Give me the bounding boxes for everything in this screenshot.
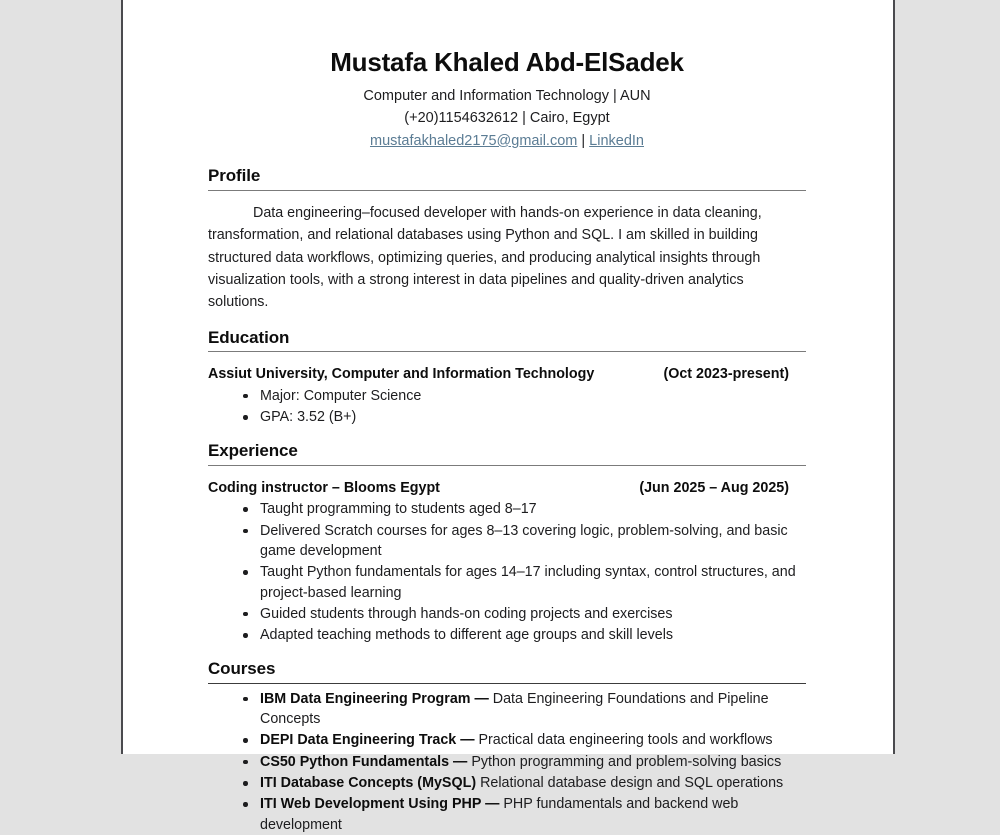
education-bullet-list	[208, 386, 806, 428]
profile-body-text: Data engineering–focused developer with hands-on experience in data cleaning, transformation, and relational databases using Python and SQL. I am skilled in building structured data workflows, optimizing queries, and producing analytical insights through visualization tools, with a strong interest in data pipelines and quality-driven analytics solutions.	[208, 204, 762, 311]
list-item: Taught programming to students aged 8–17	[208, 499, 806, 519]
course-name: CS50 Python Fundamentals —	[260, 753, 468, 770]
experience-role: Coding instructor – Blooms Egypt	[208, 479, 440, 496]
experience-entry	[208, 479, 806, 646]
resume-header	[208, 0, 806, 152]
header-contact-info: (+20)1154632612 | Cairo, Egypt	[404, 110, 610, 127]
list-item: Taught Python fundamentals for ages 14–17 including syntax, control structures, and project-based learning	[208, 562, 806, 603]
section-heading-experience: Experience	[208, 441, 298, 461]
experience-entry-head	[208, 479, 806, 498]
experience-bullet-list	[208, 499, 806, 645]
list-item	[208, 730, 806, 750]
list-item	[208, 752, 806, 772]
list-item	[208, 773, 806, 793]
education-institution: Assiut University, Computer and Information Technology	[208, 366, 595, 383]
section-divider-experience	[208, 465, 806, 466]
course-name: ITI Database Concepts (MySQL)	[260, 775, 477, 792]
header-links	[208, 130, 806, 152]
courses-list	[208, 689, 806, 835]
linkedin-link[interactable]: LinkedIn	[589, 132, 644, 149]
email-link[interactable]: mustafakhaled2175@gmail.com	[369, 132, 578, 149]
link-separator: |	[577, 132, 590, 149]
section-divider-profile	[208, 190, 806, 191]
course-name: ITI Web Development Using PHP —	[260, 796, 500, 813]
education-entry	[208, 365, 806, 427]
header-subtitle: Computer and Information Technology | AUN	[363, 87, 651, 104]
resume-content	[208, 0, 806, 835]
section-heading-courses: Courses	[208, 659, 276, 679]
course-name: IBM Data Engineering Program —	[260, 690, 489, 707]
section-divider-courses	[208, 683, 806, 684]
experience-date: (Jun 2025 – Aug 2025)	[639, 479, 789, 496]
resume-page	[121, 0, 895, 833]
page-title: Mustafa Khaled Abd-ElSadek	[330, 47, 684, 77]
section-courses	[208, 659, 806, 834]
education-entry-head	[208, 365, 806, 384]
section-profile	[208, 166, 806, 314]
section-education	[208, 328, 806, 428]
course-description: Python programming and problem-solving basics	[467, 753, 782, 770]
list-item: Guided students through hands-on coding projects and exercises	[208, 604, 806, 624]
course-description: PHP fundamentals and backend web development	[260, 796, 739, 833]
course-name: DEPI Data Engineering Track —	[260, 732, 475, 749]
list-item: Major: Computer Science	[208, 386, 806, 406]
list-item: GPA: 3.52 (B+)	[208, 407, 806, 427]
list-item: Adapted teaching methods to different age groups and skill levels	[208, 625, 806, 645]
course-description: Practical data engineering tools and workflows	[474, 732, 773, 749]
section-heading-education: Education	[208, 327, 290, 347]
list-item	[208, 689, 806, 730]
section-heading-profile: Profile	[208, 166, 261, 186]
list-item: Delivered Scratch courses for ages 8–13 covering logic, problem-solving, and basic game development	[208, 521, 806, 562]
course-description: Relational database design and SQL operations	[476, 775, 784, 792]
course-description: Data Engineering Foundations and Pipeline Concepts	[260, 690, 769, 728]
education-date: (Oct 2023-present)	[663, 366, 789, 383]
section-divider-education	[208, 351, 806, 352]
list-item	[208, 794, 806, 835]
section-experience	[208, 441, 806, 645]
